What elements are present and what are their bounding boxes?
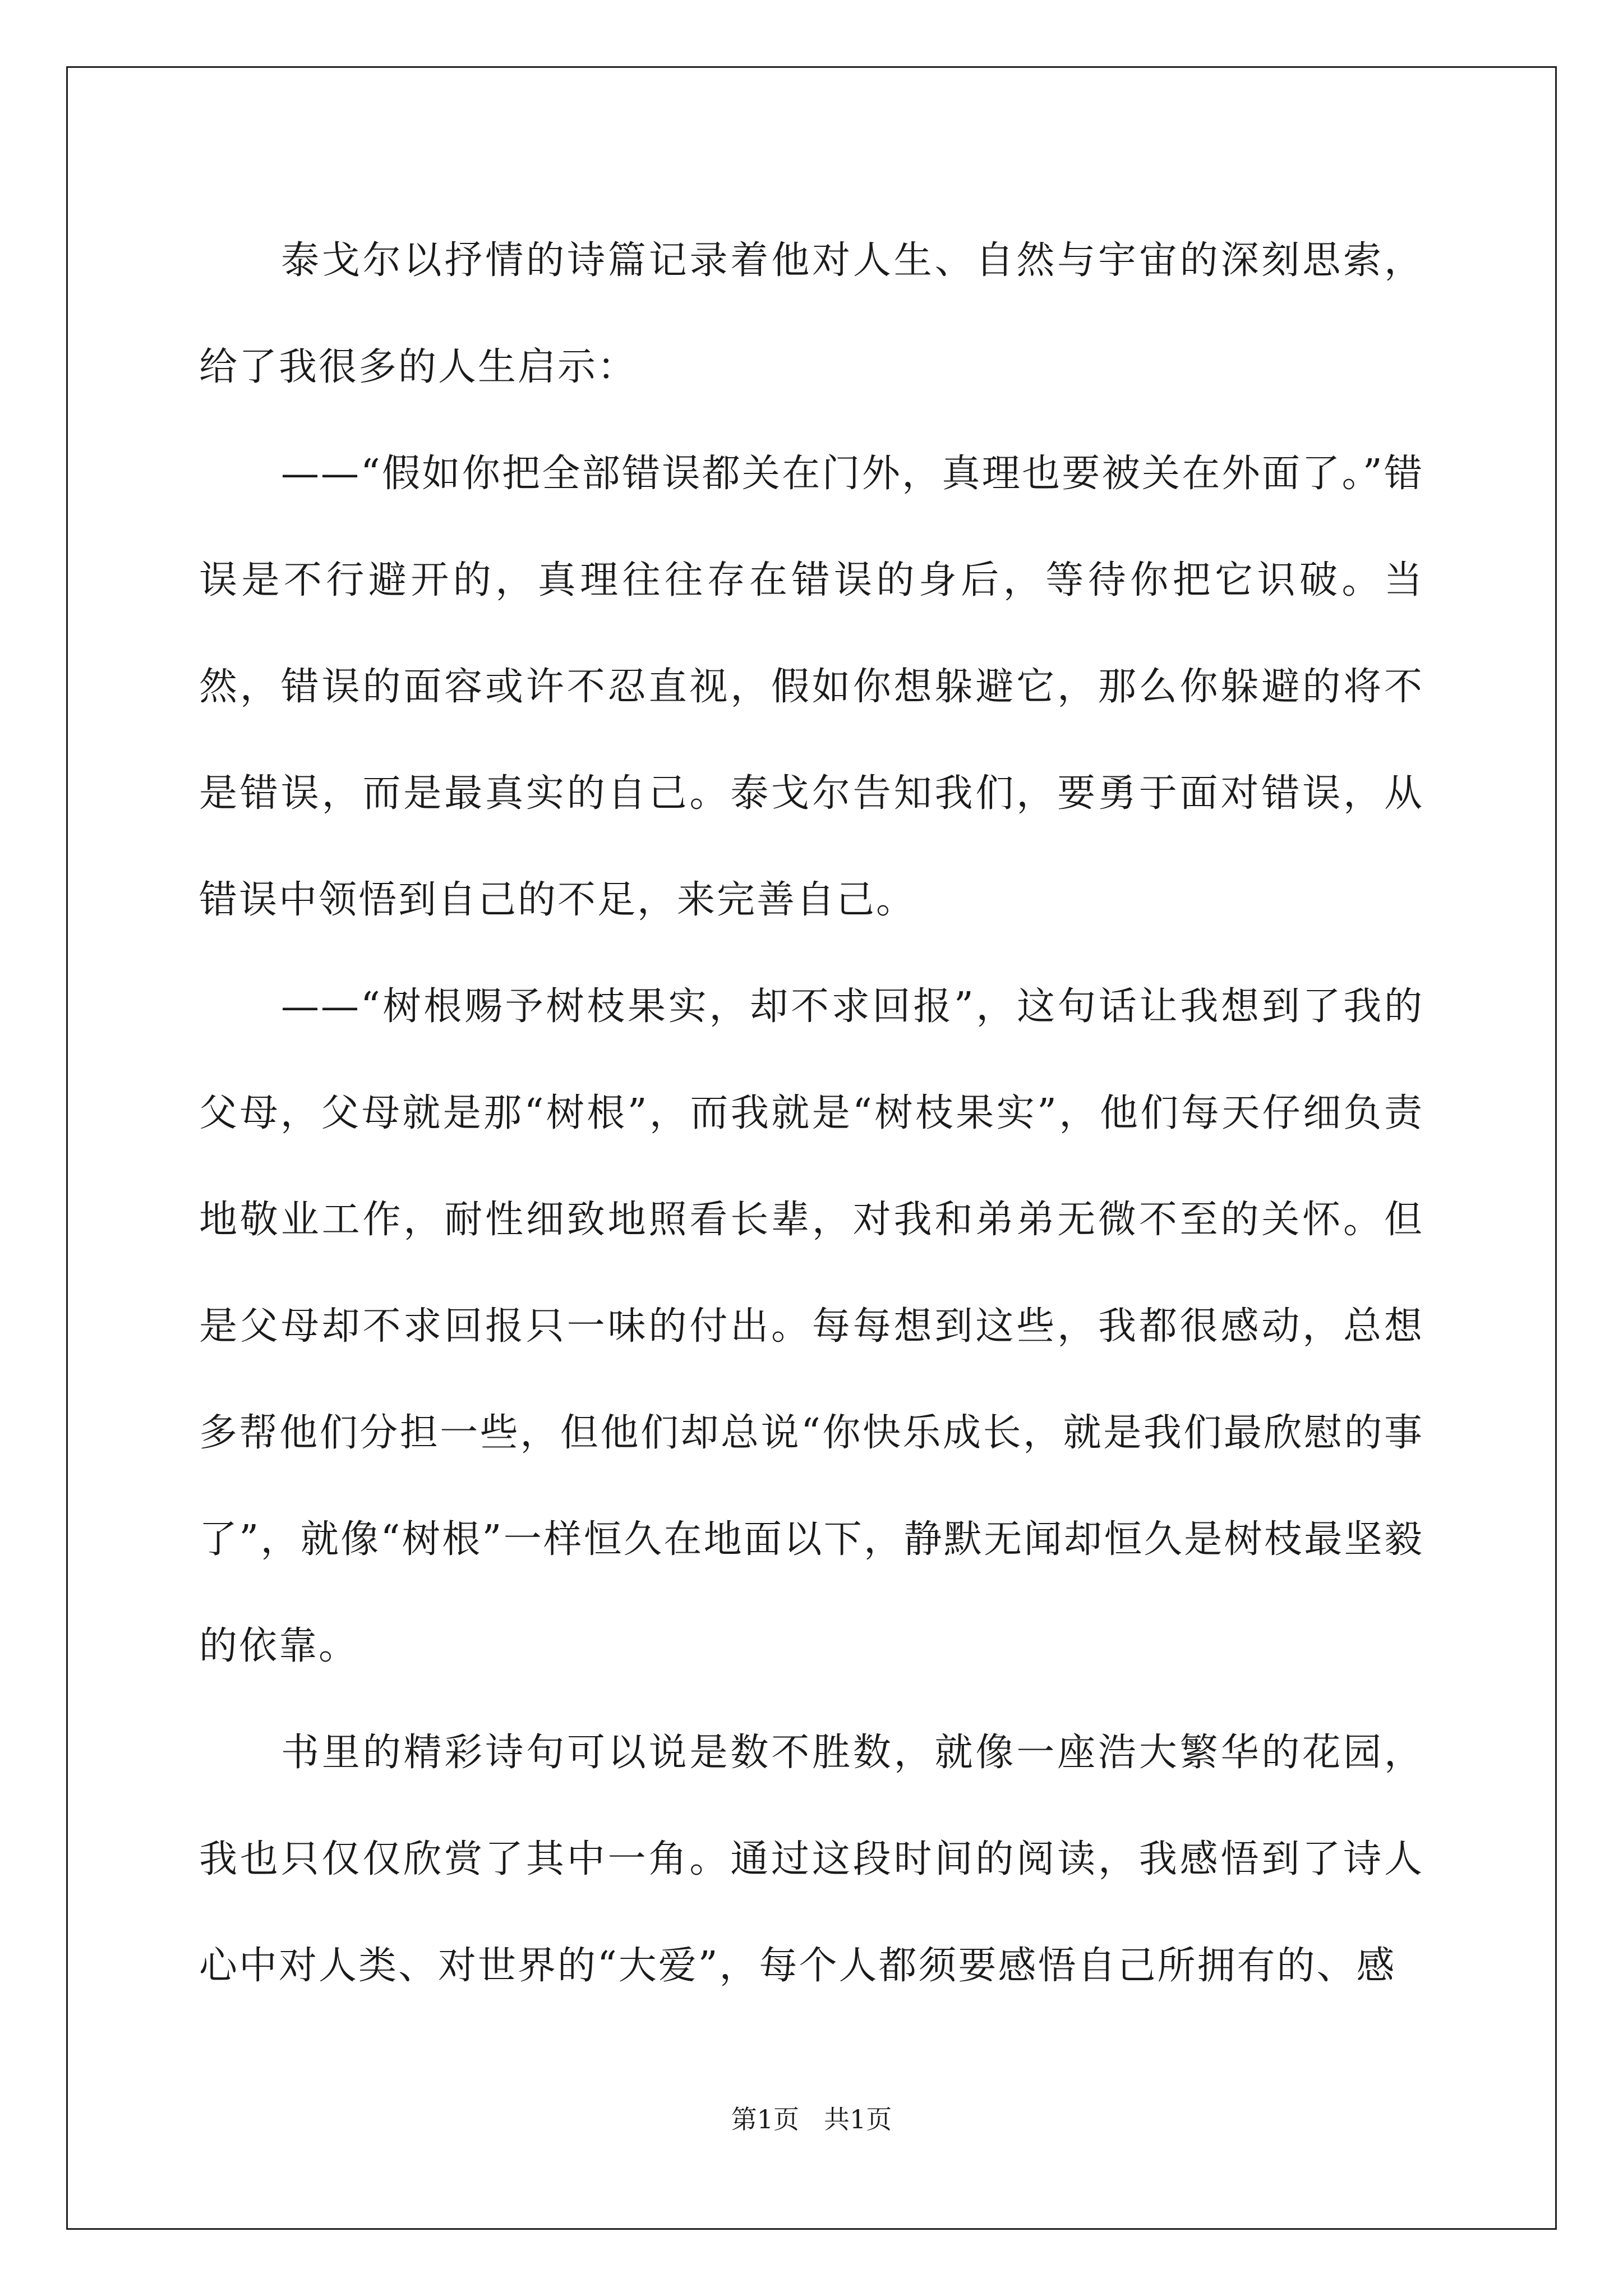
paragraph-2: ——“假如你把全部错误都关在门外，真理也要被关在外面了。”错误是不行避开的，真理往往存在错误的身后，等待你把它识破。当然，错误的面容或许不忍直视，假如你想躲避它，那么你躲避的将不是错误，而是最真实的自己。泰戈尔告知我们，要勇于面对错误，从错误中领悟到自己的不足，来完善自己。 [199, 452, 1424, 922]
page-number-current: 第1页 [731, 2104, 799, 2134]
document-body [199, 208, 1424, 2019]
paragraph-1: 泰戈尔以抒情的诗篇记录着他对人生、自然与宇宙的深刻思索，给了我很多的人生启示： [199, 238, 1424, 389]
paragraph-3: ——“树根赐予树枝果实，却不求回报”，这句话让我想到了我的父母，父母就是那“树根”，而我就是“树枝果实”，他们每天仔细负责地敬业工作，耐性细致地照看长辈，对我和弟弟无微不至的关怀。但是父母却不求回报只一味的付出。每每想到这些，我都很感动，总想多帮他们分担一些，但他们却总说“你快乐成长，就是我们最欣慰的事了”，就像“树根”一样恒久在地面以下，静默无闻却恒久是树枝最坚毅的依靠。 [199, 984, 1424, 1668]
page-footer [0, 2102, 1623, 2136]
page-number-total: 共1页 [824, 2104, 892, 2134]
paragraph-4: 书里的精彩诗句可以说是数不胜数，就像一座浩大繁华的花园，我也只仅仅欣赏了其中一角。通过这段时间的阅读，我感悟到了诗人心中对人类、对世界的“大爱”，每个人都须要感悟自己所拥有的、感 [199, 1731, 1424, 1988]
